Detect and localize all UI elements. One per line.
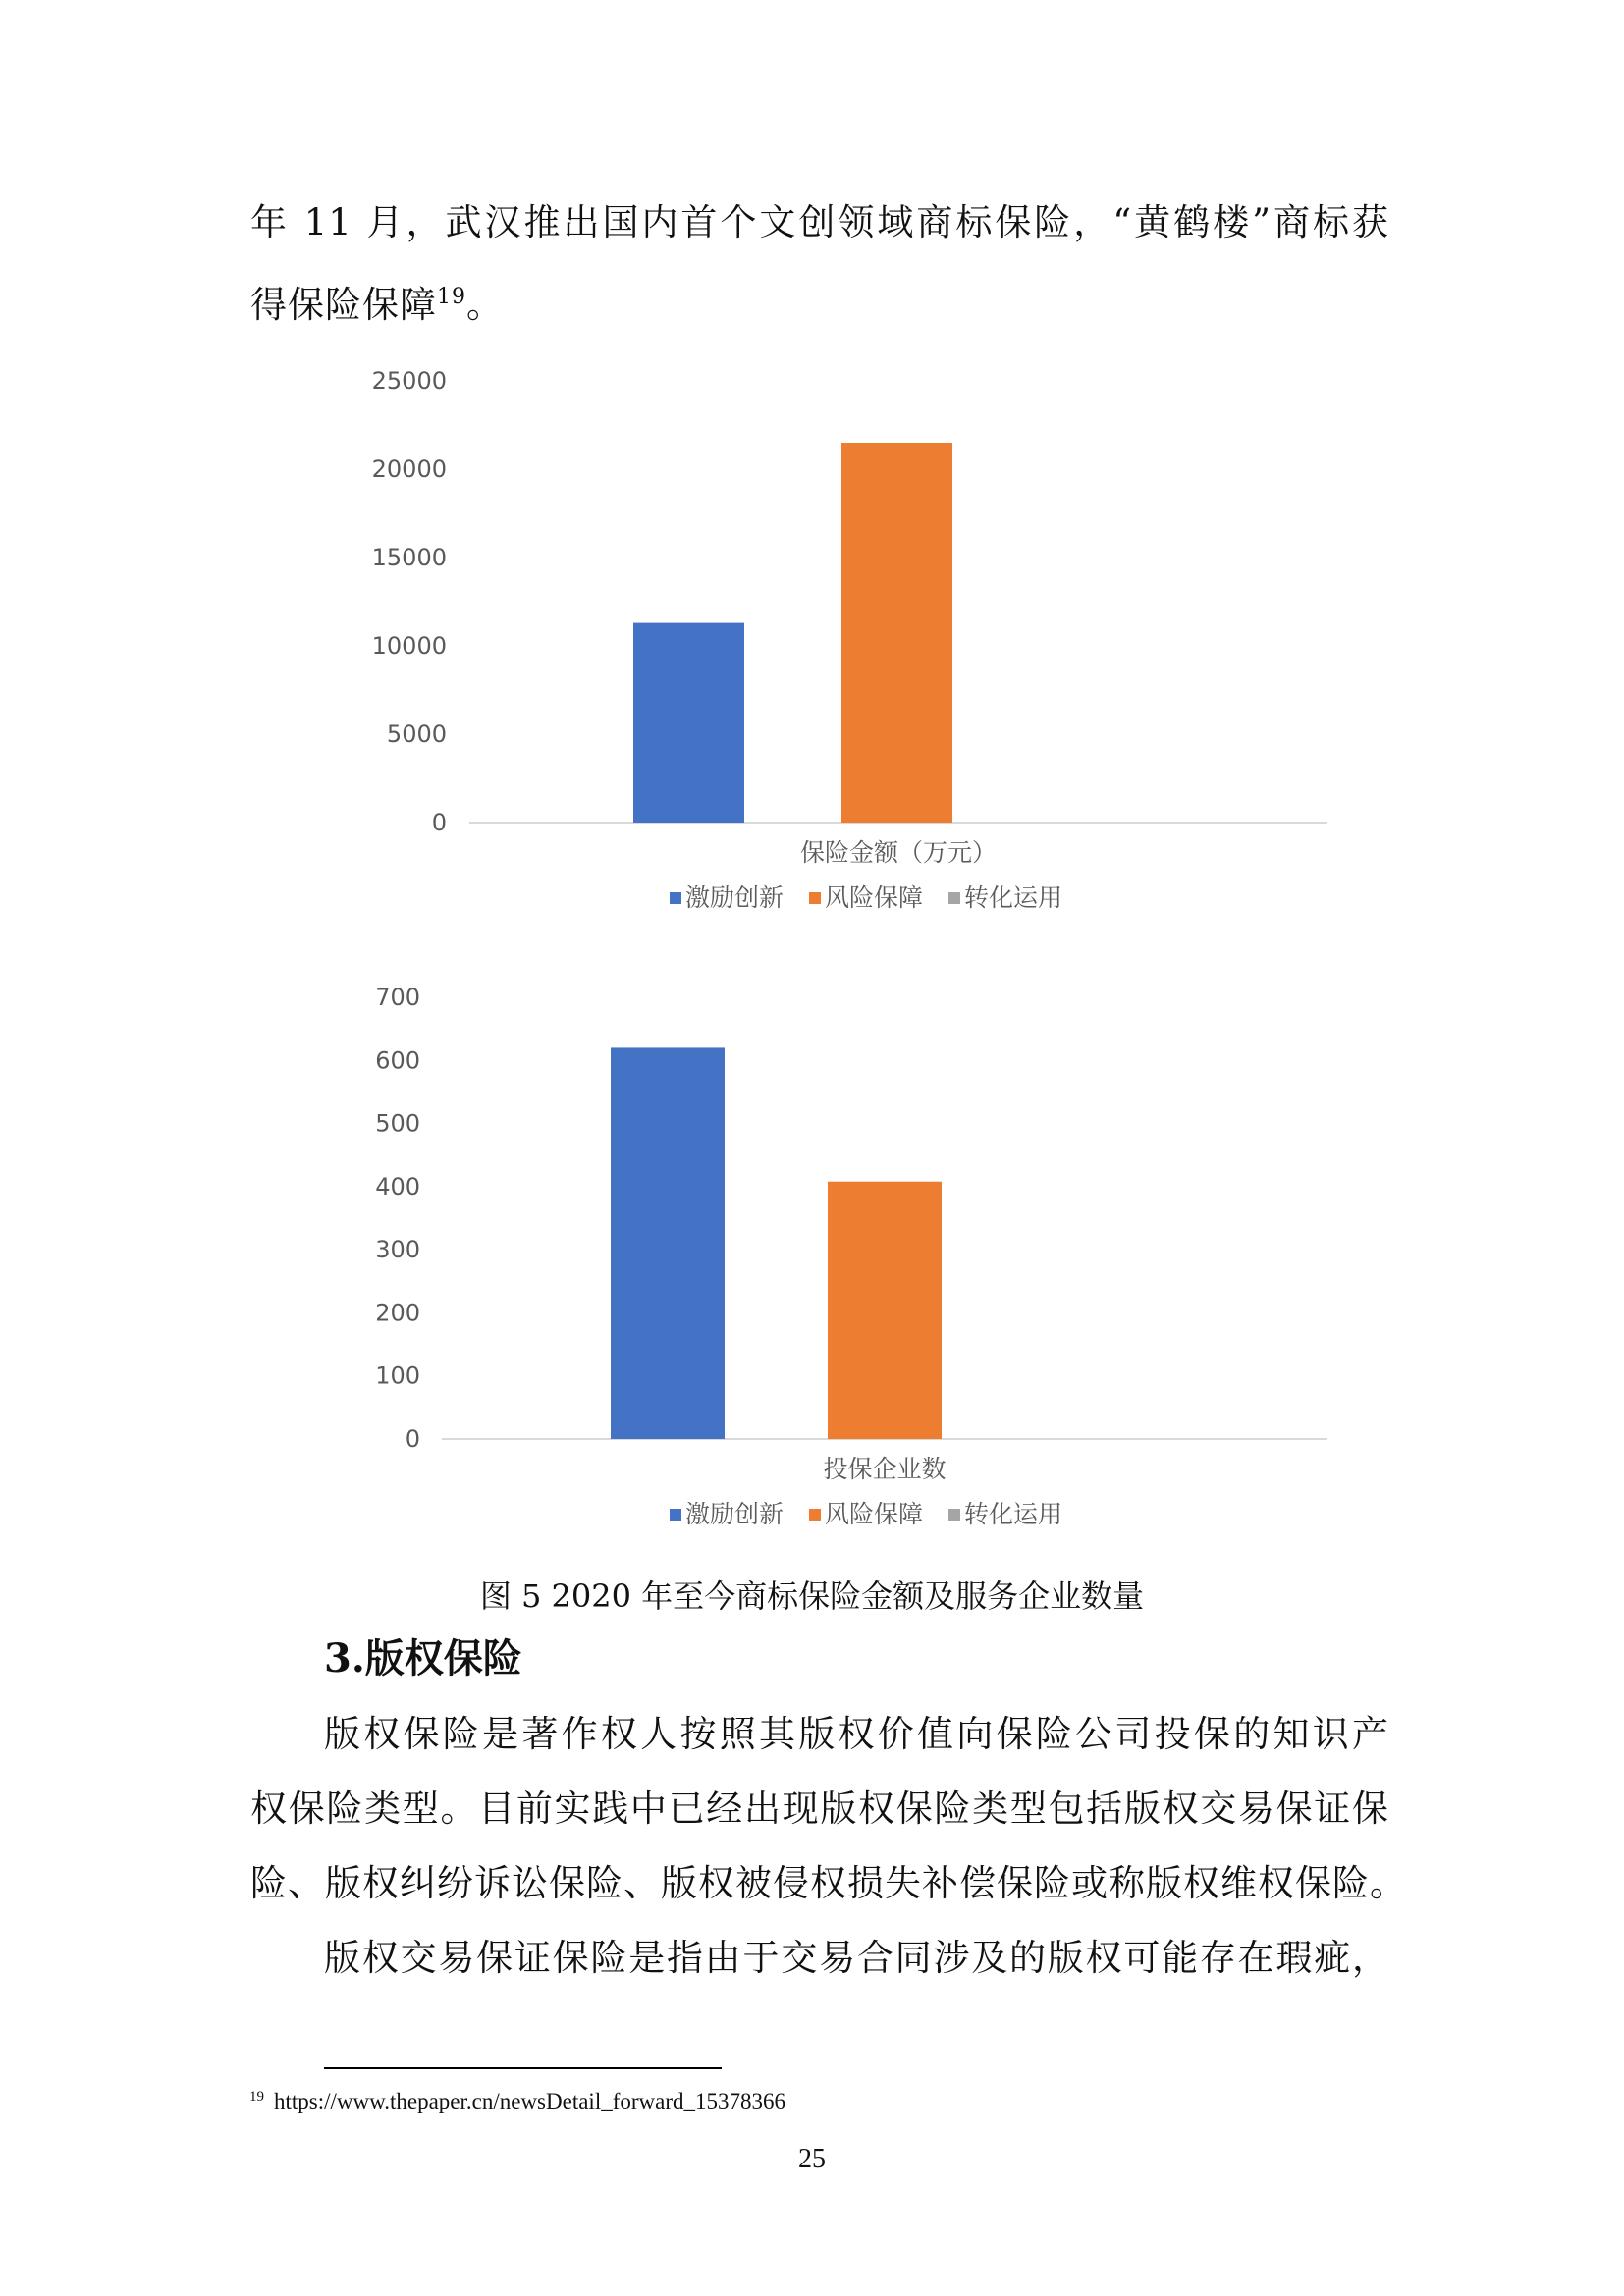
body-line-1: 年 11 月，武汉推出国内首个文创领域商标保险，“黄鹤楼”商标获 <box>250 201 1389 243</box>
footnote <box>249 2081 785 2117</box>
legend-swatch-3 <box>948 1509 960 1521</box>
figure-caption: 图 5 2020 年至今商标保险金额及服务企业数量 <box>479 1577 1145 1615</box>
bar-2 <box>828 1182 942 1439</box>
paragraph1-line-1: 版权保险是著作权人按照其版权价值向保险公司投保的知识产 <box>324 1713 1389 1755</box>
legend-label-1: 激励创新 <box>685 883 785 912</box>
legend-swatch-1 <box>670 1509 681 1521</box>
paragraph2-line-1: 版权交易保证保险是指由于交易合同涉及的版权可能存在瑕疵， <box>324 1937 1389 1979</box>
footnote-rule <box>324 2067 722 2069</box>
y-tick-label-1: 100 <box>375 1362 420 1390</box>
y-tick-label-0: 0 <box>431 809 447 836</box>
legend-label-2: 风险保障 <box>825 883 924 912</box>
body-line-2-text: 得保险保障 <box>250 284 437 326</box>
y-tick-label-5: 500 <box>375 1109 420 1138</box>
legend-label-3: 转化运用 <box>964 883 1063 912</box>
page-number: 25 <box>798 2144 826 2174</box>
y-tick-label-5: 25000 <box>371 367 447 395</box>
y-tick-label-4: 400 <box>375 1172 420 1201</box>
x-category-label: 保险金额（万元） <box>799 838 998 867</box>
section-heading: 3.版权保险 <box>324 1635 522 1682</box>
bar-1 <box>611 1047 725 1439</box>
y-tick-label-7: 700 <box>375 984 420 1011</box>
y-tick-label-4: 20000 <box>371 455 447 483</box>
body-line-2-end: 。 <box>466 284 504 326</box>
footnote-url[interactable]: https://www.thepaper.cn/newsDetail_forward_15378366 <box>274 2089 786 2113</box>
legend-swatch-2 <box>809 1509 821 1521</box>
y-tick-label-3: 300 <box>375 1236 420 1264</box>
y-tick-label-0: 0 <box>405 1425 420 1453</box>
footnote-ref-19[interactable]: 19 <box>437 285 466 309</box>
x-category-label: 投保企业数 <box>823 1455 947 1483</box>
y-tick-label-1: 5000 <box>386 721 447 748</box>
legend-label-1: 激励创新 <box>685 1500 785 1528</box>
paragraph1-line-3: 险、版权纠纷诉讼保险、版权被侵权损失补偿保险或称版权维权保险。 <box>250 1862 1407 1904</box>
legend-label-3: 转化运用 <box>964 1500 1063 1528</box>
y-tick-label-3: 15000 <box>371 544 447 571</box>
y-tick-label-6: 600 <box>375 1046 420 1075</box>
y-tick-label-2: 200 <box>375 1299 420 1327</box>
legend-label-2: 风险保障 <box>825 1500 924 1528</box>
y-tick-label-2: 10000 <box>371 632 447 660</box>
paragraph1-line-2: 权保险类型。目前实践中已经出现版权保险类型包括版权交易保证保 <box>250 1788 1389 1830</box>
footnote-mark: 19 <box>249 2089 264 2105</box>
